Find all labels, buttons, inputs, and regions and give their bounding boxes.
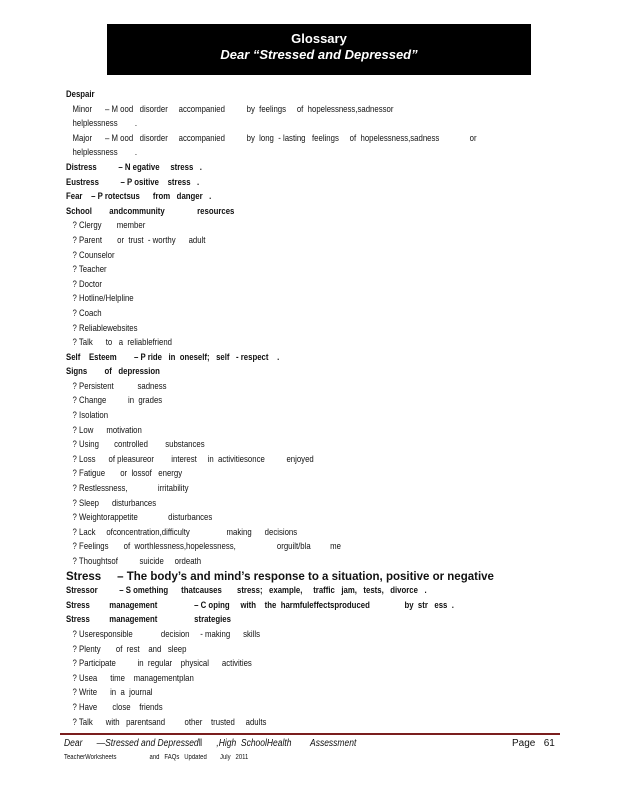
glossary-bullet-item: ? Reliablewebsites [72, 322, 138, 334]
glossary-bullet-item: ? Write in a journal [72, 687, 153, 699]
glossary-term-line: Stress management – C oping with the harmfuleffectsproduced by str ess . [66, 599, 454, 611]
glossary-body [66, 88, 556, 730]
footer-document-title: Dear —Stressed and Depressed‖ ,High SchoolHealth Assessment [64, 738, 357, 749]
glossary-term-line: Stress – The body’s and mind’s response to a situation, positive or negative [66, 570, 494, 583]
glossary-term-line: Distress – N egative stress . [66, 161, 202, 173]
glossary-bullet-item: ? Coach [72, 307, 102, 319]
glossary-bullet-item: ? Usea time managementplan [72, 672, 194, 684]
glossary-term-line: Self Esteem – P ride in oneself; self - respect . [66, 351, 280, 363]
glossary-term-line: School andcommunity resources [66, 205, 235, 217]
glossary-bullet-item: ? Using controlled substances [72, 439, 205, 451]
glossary-term-line: Signs of depression [66, 366, 160, 378]
glossary-bullet-item: ? Isolation [72, 410, 109, 422]
glossary-bullet-item: ? Change in grades [72, 395, 163, 407]
glossary-bullet-item: ? Talk with parentsand other trusted adults [72, 716, 267, 728]
glossary-bullet-item: ? Sleep disturbances [72, 497, 157, 509]
glossary-bullet-item: ? Weightorappetite disturbances [72, 512, 213, 524]
glossary-definition-line: helplessness . [72, 147, 138, 159]
page-title: Glossary [291, 31, 347, 46]
glossary-bullet-item: ? Lack ofconcentration,difficulty making decisions [72, 526, 298, 538]
glossary-bullet-item: ? Feelings of worthlessness,hopelessness, orguilt/bla me [72, 541, 342, 553]
glossary-bullet-item: ? Fatigue or lossof energy [72, 468, 183, 480]
glossary-bullet-item: ? Persistent sadness [72, 380, 167, 392]
glossary-header-banner [107, 24, 531, 75]
glossary-definition-line: Major – M ood disorder accompanied by long - lasting feelings of hopelessness,sadness or [72, 132, 477, 144]
footer-page-number: Page 61 [512, 738, 555, 749]
glossary-bullet-item: ? Doctor [72, 278, 103, 290]
glossary-bullet-item: ? Hotline/Helpline [72, 293, 134, 305]
footer-subline: TeacherWorksheets and FAQs Updated July 2011 [64, 754, 249, 761]
glossary-term-line: Despair [66, 89, 95, 100]
glossary-bullet-item: ? Have close friends [72, 701, 163, 713]
glossary-bullet-item: ? Low motivation [72, 424, 142, 436]
glossary-definition-line: Minor – M ood disorder accompanied by feelings of hopelessness,sadnessor [72, 103, 394, 115]
footer-divider [60, 733, 560, 735]
glossary-bullet-item: ? Parent or trust - worthy adult [72, 234, 206, 246]
glossary-term-line: Fear – P rotectsus from danger . [66, 191, 212, 203]
glossary-bullet-item: ? Counselor [72, 249, 115, 261]
glossary-bullet-item: ? Useresponsible decision - making skills [72, 628, 261, 640]
glossary-term-line: Stressor – S omething thatcauses stress; example, traffic jam, tests, divorce . [66, 585, 427, 597]
glossary-bullet-item: ? Clergy member [72, 220, 146, 232]
glossary-bullet-item: ? Thoughtsof suicide ordeath [72, 556, 202, 567]
glossary-bullet-item: ? Talk to a reliablefriend [72, 337, 173, 349]
glossary-bullet-item: ? Plenty of rest and sleep [72, 643, 187, 655]
glossary-term-line: Stress management strategies [66, 614, 231, 626]
glossary-bullet-item: ? Loss of pleasureor interest in activitiesonce enjoyed [72, 453, 314, 465]
glossary-bullet-item: ? Participate in regular physical activities [72, 658, 252, 670]
glossary-term-line: Eustress – P ositive stress . [66, 176, 200, 188]
glossary-bullet-item: ? Teacher [72, 264, 107, 276]
glossary-bullet-item: ? Restlessness, irritability [72, 483, 189, 495]
page-subtitle: Dear “Stressed and Depressed” [220, 47, 418, 62]
glossary-definition-line: helplessness . [72, 118, 138, 130]
